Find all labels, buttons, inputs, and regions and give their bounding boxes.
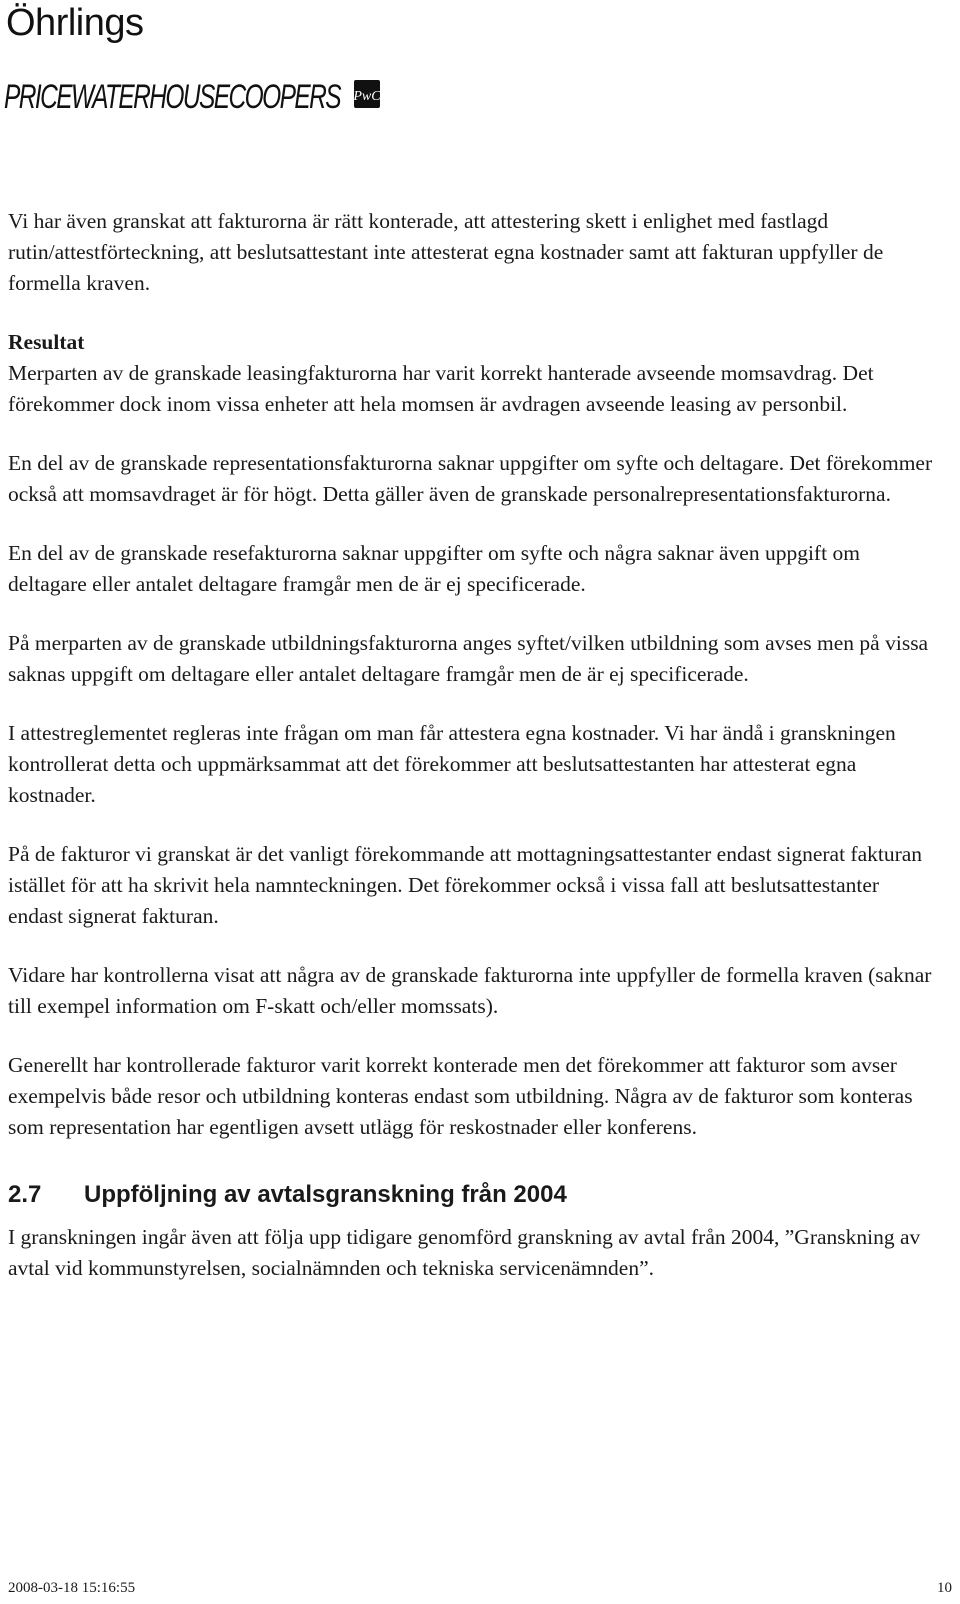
- page-footer: [8, 1580, 952, 1597]
- paragraph-leasing: Merparten av de granskade leasingfakturorna har varit korrekt hanterade avseende momsavdrag. Det förekommer dock inom vissa enheter att hela momsen är avdragen avseende leasing av personbil.: [8, 361, 874, 416]
- paragraph-signatures: På de fakturor vi granskat är det vanligt förekommande att mottagningsattestanter endast signerat fakturan istället för att ha skrivit hela namnteckningen. Det förekommer också i vissa fall att beslutsattestanter endast signerat fakturan.: [8, 842, 923, 928]
- section-number: 2.7: [8, 1181, 42, 1208]
- paragraph-attestation: Vi har även granskat att fakturorna är rätt konterade, att attestering skett i enlighet med fastlagd rutin/attestförteckning, att beslutsattestant inte attesterat egna kostnader samt att fakturan uppfyller de formella kraven.: [8, 209, 884, 295]
- paragraph-formal-requirements: Vidare har kontrollerna visat att några av de granskade fakturorna inte uppfyller de formella kraven (saknar till exempel information om F-skatt och/eller momssats).: [8, 963, 932, 1018]
- paragraph-followup: I granskningen ingår även att följa upp tidigare genomförd granskning av avtal från 2004, ”Granskning av avtal vid kommunstyrelsen, socialnämnden och tekniska servicenämnden”.: [8, 1225, 921, 1280]
- section-title: Uppföljning av avtalsgranskning från 2004: [84, 1181, 567, 1208]
- paragraph-accounting: Generellt har kontrollerade fakturor varit korrekt konterade men det förekommer att fakturor som avser exempelvis både resor och utbildning konteras endast som utbildning. Några av de fakturor som konteras som representation har egentligen avsett utlägg för reskostnader eller konferens.: [8, 1053, 913, 1139]
- svg-text:PwC: PwC: [353, 89, 381, 104]
- paragraph-training: På merparten av de granskade utbildningsfakturorna anges syftet/vilken utbildning som avses men på vissa saknas uppgift om deltagare eller antalet deltagare framgår men de är ej specificerade.: [8, 631, 929, 686]
- resultat-block: [8, 327, 938, 420]
- svg-text:PRICEWATERHOUSECOOPERS: PRICEWATERHOUSECOOPERS: [4, 78, 342, 116]
- firm-name-logo: Öhrlings: [6, 2, 144, 44]
- paragraph-own-costs: I attestreglementet regleras inte frågan om man får attestera egna kostnader. Vi har ändå i granskningen kontrollerat detta och uppmärksammat att det förekommer att beslutsattestanten har attesterat egna kostnader.: [8, 721, 896, 807]
- resultat-heading: Resultat: [8, 330, 85, 354]
- paragraph-representation: En del av de granskade representationsfakturorna saknar uppgifter om syfte och deltagare. Det förekommer också att momsavdraget är för högt. Detta gäller även de granskade personalrepresentationsfakturorna.: [8, 451, 933, 506]
- page-number: 10: [937, 1580, 952, 1596]
- pwc-wordmark-icon: [4, 68, 384, 120]
- section-heading: [8, 1179, 938, 1210]
- footer-timestamp: 2008-03-18 15:16:55: [8, 1580, 136, 1596]
- document-body: [8, 206, 938, 1312]
- pwc-logo: [4, 66, 384, 120]
- paragraph-travel: En del av de granskade resefakturorna saknar uppgifter om syfte och några saknar även uppgift om deltagare eller antalet deltagare framgår men de är ej specificerade.: [8, 541, 860, 596]
